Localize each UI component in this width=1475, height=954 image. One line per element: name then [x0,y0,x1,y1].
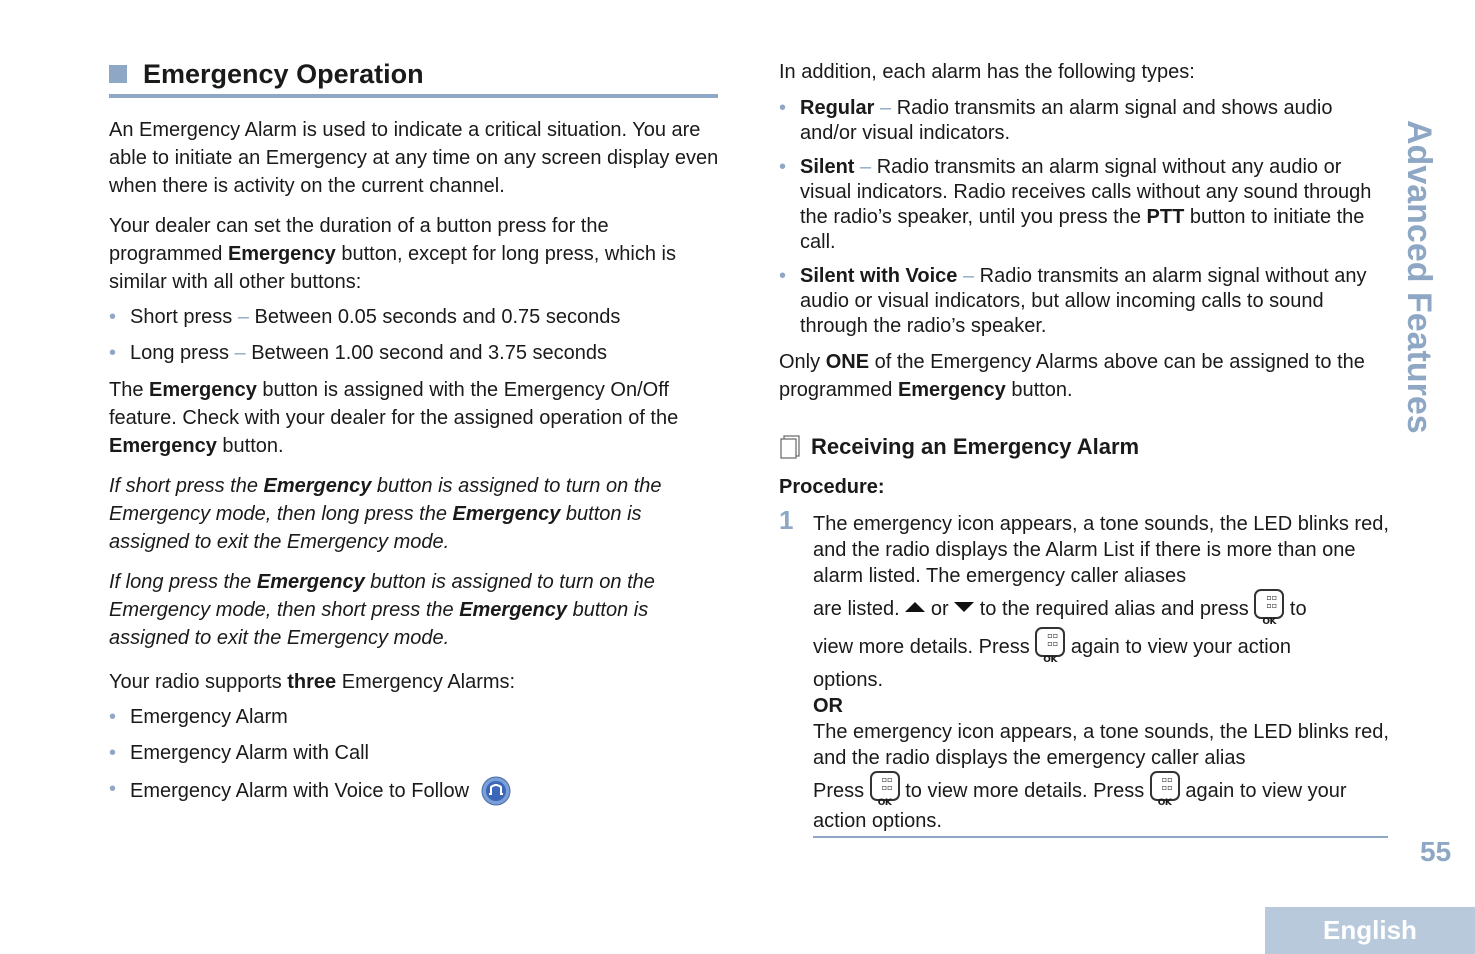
list-item: • Short press – Between 0.05 seconds and 0.75 seconds [109,306,621,328]
only-one-paragraph: Only ONE of the Emergency Alarms above can be assigned to the programmed Emergency button. [779,351,1365,401]
step-text: The emergency icon appears, a tone sounds, the LED blinks red, and the radio displays the emergency caller alias [813,721,1389,769]
list-item: • Silent – Radio transmits an alarm signal without any audio or visual indicators. Radio receives calls without any sound through the radio’s speaker, until you press the PTT button to initiate the call. [779,156,1372,253]
alarm-types-list [109,704,719,806]
right-column [779,58,1389,838]
down-arrow-icon [954,602,974,612]
list-item: • Emergency Alarm with Voice to Follow [109,776,719,806]
step-text: view more details. Press ▫▫ ▫▫ OK again to view your action [813,627,1389,665]
language-label: English [1323,915,1417,945]
section-square-icon [109,65,127,83]
list-item: • Emergency Alarm with Call [109,742,369,764]
section-title: Emergency Operation [143,58,424,89]
procedure-label: Procedure: [779,476,885,498]
step-divider [813,836,1388,838]
press-duration-list [109,304,719,366]
assignment-paragraph: The Emergency button is assigned with the Emergency On/Off feature. Check with your dealer for the assigned operation of the Emergency button. [109,379,679,457]
ok-button-icon: ▫▫ ▫▫ OK [870,771,900,801]
section-header [109,58,718,98]
intro-paragraph: An Emergency Alarm is used to indicate a critical situation. You are able to initiate an Emergency at any time on any screen display even when there is activity on the current channel. [109,119,719,197]
list-item: • Silent with Voice – Radio transmits an alarm signal without any audio or visual indicators, but allow incoming calls to sound through the radio’s speaker. [779,265,1367,337]
or-label: OR [813,695,843,717]
ok-button-icon: ▫▫ ▫▫ OK [1035,627,1065,657]
list-item: • Emergency Alarm [109,706,288,728]
alarms-paragraph: Your radio supports three Emergency Alarms: [109,671,516,693]
page-number: 55 [1420,836,1452,867]
chapter-side-tab [1388,120,1475,460]
list-item: • Long press – Between 1.00 second and 3.75 seconds [109,342,608,364]
subsection-header [779,434,1389,460]
step-text: action options. [813,810,942,832]
subsection-title: Receiving an Emergency Alarm [811,434,1140,459]
note-icon [779,435,801,459]
ok-button-icon: ▫▫ ▫▫ OK [1150,771,1180,801]
step-text: Press ▫▫ ▫▫ OK to view more details. Press ▫▫ ▫▫ OK again to view your [813,771,1389,808]
alarm-behaviour-list [779,96,1389,339]
procedure-step [779,505,1389,834]
chapter-title: Advanced Features [1400,120,1438,434]
up-arrow-icon [905,602,925,612]
voice-to-follow-icon [481,776,511,806]
ok-button-icon: ▫▫ ▫▫ OK [1254,589,1284,619]
step-text: options. [813,669,884,691]
step-number: 1 [779,505,794,535]
list-item: • Regular – Radio transmits an alarm signal and shows audio and/or visual indicators. [779,97,1333,144]
dealer-paragraph: Your dealer can set the duration of a button press for the programmed Emergency button, except for long press, which is similar with all other buttons: [109,215,676,293]
step-text: The emergency icon appears, a tone sounds, the LED blinks red, and the radio displays the Alarm List if there is more than one alarm listed. The emergency caller aliases [813,513,1389,587]
short-press-note: If short press the Emergency button is assigned to turn on the Emergency mode, then long press the Emergency button is assigned to exit the Emergency mode. [109,475,662,553]
step-text: are listed. or to the required alias and press ▫▫ ▫▫ OK to [813,589,1389,627]
types-intro: In addition, each alarm has the following types: [779,61,1195,83]
left-column [109,58,719,816]
long-press-note: If long press the Emergency button is assigned to turn on the Emergency mode, then short press the Emergency button is assigned to exit the Emergency mode. [109,571,655,649]
language-tab [1265,907,1475,954]
